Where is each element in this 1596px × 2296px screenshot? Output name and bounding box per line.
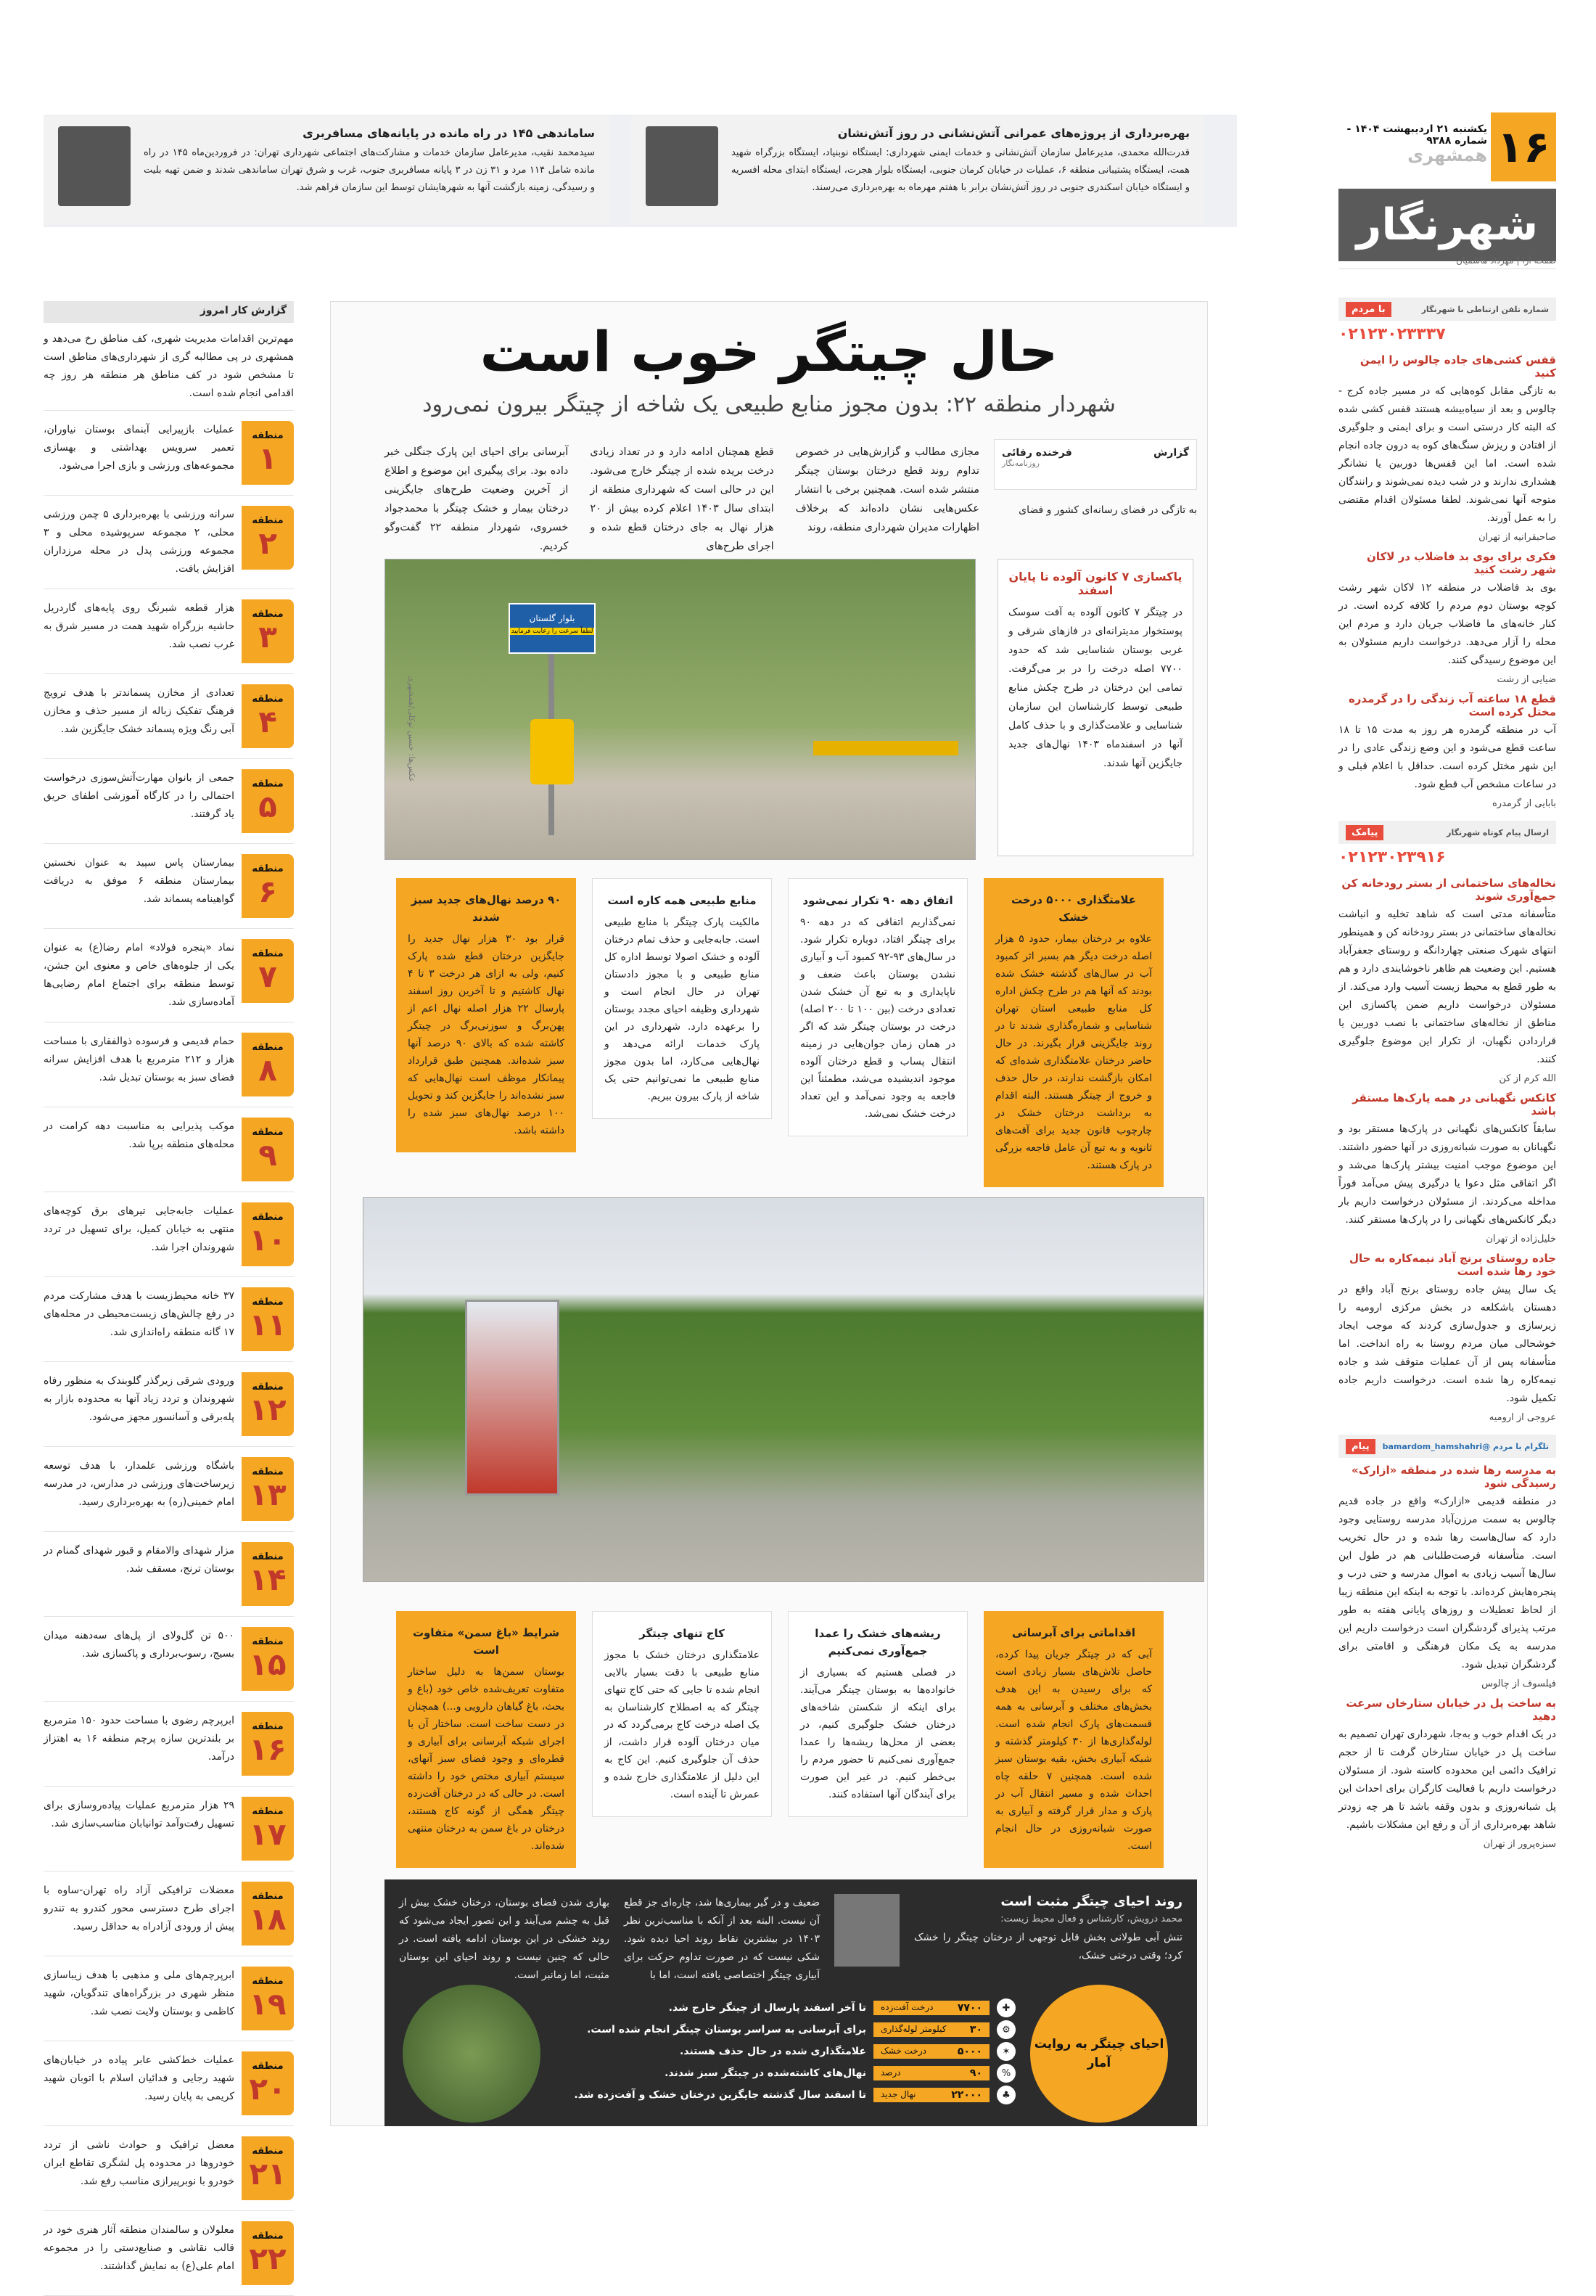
region-number: ۱۹ [249,1985,287,2022]
item-signature: بابایی از گرمدره [1492,798,1556,809]
region-number: ۷ [258,958,277,994]
avatar [834,1894,900,1967]
stat-number: ۵۰۰۰ [957,2046,982,2057]
stat-text: علامتگذاری شده در حال حذف هستند. [680,2046,866,2057]
region-item [44,1277,294,1362]
stat-unit: درخت آفت‌زده [881,2002,934,2012]
region-label: منطقه [252,1041,284,1053]
region-badge [242,1627,294,1691]
page-number: ۱۶ [1491,112,1556,181]
expert-quote-3: بهاری شدن فضای بوستان، درختان خشک بیش از قبل به چشم می‌آیند و این تصور ایجاد می‌شود که روند خشکی در این بوستان ادامه یافته است. در حالی که چنین نیست و روند احیای این بوستان مثبت، اما زمانبر است. [399,1897,609,1981]
tree-photo [403,1985,540,2123]
region-item [44,674,294,759]
phone-number[interactable]: ۰۲۱۲۳۰۲۳۳۳۷ [1338,325,1446,343]
item-signature: سبزه‌پرور از تهران [1483,1839,1556,1850]
region-label: منطقه [252,1890,284,1902]
logo-sub: همشهری [1407,145,1487,165]
region-badge [242,1967,294,2030]
region-text: ورودی شرقی زیرگذر گلوبندک به منظور رفاه شهروندان و تردد زیاد آنها به محدوده بازار به پله‌برقی و آسانسور مجهز می‌شود. [44,1375,234,1423]
region-number: ۱ [258,440,277,476]
region-label: منطقه [252,514,284,526]
date-line: یکشنبه ۲۱ اردیبهشت ۱۴۰۴ - شماره ۹۳۸۸ [1346,123,1487,147]
card-body: علاوه بر درختان بیمار، حدود ۵ هزار اصله درخت دیگر هم بسبر اثر کمبود آب در سال‌های گذشته خشک شده بودند که آنها هم در طرح چکش اداره کل منابع طبیعی استان تهران شناسایی و شماره‌گذاری شدند تا در روند جایگزینی قرار بگیرند. در حال حاضر درختان علامتگذاری شده‌ای که امکان بازگشت ندارند، در حال حذف و خروج از چیتگر هستند. البته اقدام به برداشت درختان خشک در چارچوب قانون جدید برای آفت‌های ثانویه و به تبع آن عامل فاجعه بزرگی در پارک هستند. [995,933,1152,1171]
item-body: در یک اقدام خوب و به‌جا، شهرداری تهران تصمیم به ساخت پل در خیابان ستارخان گرفت تا از حجم ترافیک دائمی این محدوده کاسته شود. از مسئولان درخواست داریم با فعالیت کارگران برای احداث این پل شبانه‌روزی و بدون وقفه باشد تا هر چه زودتر شاهد بهره‌برداری از آن و رفع این مشکلات باشیم. [1338,1729,1556,1831]
stat-value [873,2022,990,2037]
region-item [44,1787,294,1871]
card-body: قرار بود ۳۰ هزار نهال جدید را جایگزین درختان قطع شده پارک کنیم، ولی به ازای هر درخت ۳ تا ۴ نهال کاشتیم و تا آخرین روز اسفند پارسال ۲۲ هزار اصله نهال اعم از پهن‌برگ و سوزنی‌برگ در چیتگر کاشته شده که بالای ۹۰ درصد آنها سبز شده‌اند. همچنین طبق قرارداد پیمانکار موظف است نهال‌هایی که سبز نشده‌اند را جایگزین کند و تحویل ۱۰۰ درصد نهال‌های سبز شده را داشته باشد. [408,933,564,1136]
card-title: ۹۰ درصد نهال‌های جدید سبز شدند [411,893,562,924]
region-badge [242,1372,294,1436]
stat-row [537,2020,1016,2039]
author-role: روزنامه‌نگار [1002,459,1040,468]
region-item [44,411,294,496]
region-item [44,1532,294,1617]
list-item [1338,1091,1556,1245]
cards-row-1 [359,878,1201,1187]
avatar [646,126,718,206]
region-number: ۵ [258,788,277,824]
region-badge [242,421,294,485]
info-card [396,878,576,1152]
billboard [465,1300,559,1496]
box-caption: تلگرام با مردم [1493,1441,1549,1451]
region-text: هزار قطعه شبرنگ روی پایه‌های گاردریل حاشیه بزرگراه شهید همت در مسیر شرق به غرب نصب شد. [44,602,234,650]
item-title: فکری برای بوی بد فاضلاب در لاکان شهر رشت کنید [1367,550,1556,576]
region-number: ۴ [258,703,277,739]
region-badge [242,1797,294,1861]
expert-block [914,1894,1182,1965]
stat-text: تا آخر اسفند پارسال از چیتگر خارج شد. [668,2002,866,2014]
region-item [44,1956,294,2041]
byline-label: گزارش [1153,447,1189,459]
item-title: به ساخت پل در خیابان ستارخان سرعت دهید [1346,1697,1556,1723]
telegram-box-header [1338,1435,1556,1458]
item-title: قطع ۱۸ ساعته آب زندگی را در گرمدره مختل کرده است [1348,692,1556,718]
region-item [44,1022,294,1107]
top-card-title: بهره‌برداری از پروژه‌های عمرانی آتش‌نشانی در روز آتش‌نشان [837,126,1190,140]
logo: شهرنگار [1338,189,1556,261]
daily-report-header: گزارش کار امروز [44,301,294,323]
info-card [788,1611,968,1817]
region-item [44,1702,294,1787]
region-label: منطقه [252,2145,284,2157]
card-title: علامتگذاری ۵۰۰۰ درخت خشک [1011,893,1137,924]
regions-list [44,411,294,2296]
region-text: سرانه ورزشی با بهره‌برداری ۵ چمن ورزشی محلی، ۲ مجموعه سرپوشیده محلی و ۳ مجموعه ورزشی پدل در محله مرزداران افزایش یافت. [44,509,235,575]
region-text: حمام قدیمی و فرسوده ذوالفقاری با مساحت هزار و ۲۱۲ مترمربع با هدف افزایش سرانه فضای سبز به بوستان تبدیل شد. [44,1036,234,1083]
region-text: معلولان و سالمندان منطقه آثار هنری خود در قالب نقاشی و صنایع‌دستی را در مجموعه امام علی(ع) به نمایش گذاشتند. [44,2224,234,2272]
region-number: ۱۶ [249,1731,287,1767]
card-body: مالکیت پارک چیتگر با منابع طبیعی است. جابه‌جایی و حذف تمام درختان آلوده و خشک اصولا توسط اداره کل منابع طبیعی و با مجوز دادستان تهران در حال انجام است و شهرداری وظیفه احیای مجدد بوستان را برعهده دارد. شهرداری در این پارک خدمات ارائه می‌دهد و نهال‌هایی می‌کارد، اما بدون مجوز منابع طبیعی ما نمی‌توانیم حتی یک شاخه از پارک بیرون ببریم. [604,917,760,1102]
region-number: ۱۷ [249,1816,287,1852]
item-signature: صاحبقرانیه از تهران [1478,532,1556,543]
region-label: منطقه [252,1805,284,1817]
region-text: موکب پذیرایی به مناسبت دهه کرامت در محله‌های منطقه برپا شد. [44,1120,234,1150]
region-text: ابرپرچم رضوی با مساحت حدود ۱۵۰ مترمربع بر بلندترین سازه پرچم منطقه ۱۶ به اهتزاز درآمد. [44,1715,234,1763]
item-title: جاده روستای برنج آباد نیمه‌کاره به حال خود رها شده است [1349,1252,1556,1278]
region-text: باشگاه ورزشی علمدار، با هدف توسعه زیرساخت‌های ورزشی در مدارس، در مدرسه امام خمینی(ره) به بهره‌برداری رسید. [44,1460,234,1508]
region-badge [242,939,294,1003]
item-body: سابقاً کانکس‌های نگهبانی در پارک‌ها مستقر بود و نگهبانان به صورت شبانه‌روزی در آنها حضور داشتند. این موضوع موجب امنیت بیشتر پارک‌ها می‌شد و اگر اتفاقی مثل دعوا یا درگیری پیش می‌آمد فوراً مداخله می‌کردند. از مسئولان درخواست داریم بار دیگر کانکس‌های نگهبانی را در پارک‌ها مستقر کنند. [1338,1123,1556,1226]
item-title: نخاله‌های ساختمانی از بستر رودخانه کن جمع‌آوری شوند [1341,877,1556,903]
region-item [44,496,294,589]
region-number: ۹ [258,1136,277,1173]
region-number: ۲۱ [249,2155,287,2192]
traffic-barrier [530,719,574,784]
card-title: ریشه‌های خشک را عمدا جمع‌آوری نمی‌کنیم [815,1627,941,1657]
expert-title: روند احیای چیتگر مثبت است [1000,1894,1182,1909]
region-badge [242,1118,294,1181]
item-body: در منطقه قدیمی «ازارک» واقع در جاده قدیم چالوس به سمت مرزن‌آباد مدرسه روستایی وجود دارد که سال‌هاست رها شده و در حال تخریب است. متأسفانه فرصت‌طلبانی هم در طول این سال‌ها آسیب زیادی به اموال مدرسه و حتی درب و پنجره‌هایش کرده‌اند. با توجه به اینکه این منطقه زیبا از لحاظ تعطیلات و روزهای پایانی هفته به طور مرتب پذیرای گردشگران است درخواست داریم این مدرسه به یک مکان فرهنگی و اقامتی برای گردشگران تبدیل شود. [1338,1496,1556,1670]
region-badge [242,1542,294,1606]
item-body: آب در منطقه گرمدره هر روز به مدت ۱۵ تا ۱۸ ساعت قطع می‌شود و این وضع زندگی عادی را در این شهر مختل کرده است. حداقل با اعلام قبلی و در ساعات مشخص آب قطع شود. [1338,724,1556,790]
stat-text: تا اسفند سال گذشته جایگزین درختان خشک و آفت‌زده شد. [574,2089,866,2101]
road-sign-sub: لطفاً سرعت را رعایت فرمایید [511,628,593,635]
region-label: منطقه [252,2230,284,2242]
region-item [44,2041,294,2126]
stat-unit: نهال جدید [881,2089,916,2099]
item-title: به مدرسه رها شده در منطقه «ازارک» رسیدگی شود [1352,1464,1556,1490]
region-item [44,2126,294,2211]
info-card [592,878,772,1119]
region-text: عملیات بازپیرایی آبنمای بوستان نیاوران، تعمیر سرویس بهداشتی و بهسازی مجموعه‌های ورزشی و بازی اجرا می‌شود. [44,424,234,472]
region-number: ۱۰ [249,1221,287,1258]
stat-icon: ♣ [997,2086,1016,2104]
region-badge [242,1033,294,1096]
byline-box [994,439,1197,490]
region-badge [242,1457,294,1521]
item-signature: فیلسوف از چالوس [1481,1678,1556,1689]
item-title: کانکس نگهبانی در همه پارک‌ها مستقر باشد [1352,1091,1556,1118]
region-number: ۱۸ [249,1901,287,1937]
photo-chitgar-park [363,1197,1204,1582]
region-badge [242,599,294,663]
region-label: منطقه [252,693,284,705]
article-col-2: قطع همچنان ادامه دارد و در تعداد زیادی درخت بریده شده از چیتگر خارج می‌شود. این در حالی است که شهرداری منطقه از ابتدای سال ۱۴۰۳ اعلام کرده بیش از ۲۰ هزار نهال به جای درختان قطع شده و اجرای طرح‌های [590,446,774,552]
region-text: ۵۰۰ تن گل‌ولای از پل‌های سه‌دهنه میدان بسیج، رسوب‌برداری و پاکسازی شد. [44,1630,234,1660]
region-label: منطقه [252,1975,284,1987]
sms-box-header [1338,821,1556,844]
region-text: ۲۹ هزار مترمربع عملیات پیاده‌روسازی برای تسهیل رفت‌وآمد توانیابان مناسب‌سازی شد. [44,1800,234,1829]
region-item [44,1362,294,1447]
region-label: منطقه [252,948,284,959]
region-text: جمعی از بانوان مهارت‌آتش‌سوزی درخواست احتمالی را در کارگاه آموزشی اطفای حریق یاد گرفتند. [44,772,234,820]
region-number: ۳ [258,618,277,655]
stat-icon: % [997,2064,1016,2083]
region-badge [242,2136,294,2200]
article-col-3: آبرسانی برای احیای این پارک جنگلی خبر داده بود. برای پیگیری این موضوع و اطلاع از آخرین وضعیت طرح‌های جایگزینی درختان بیمار و خشک چیتگر با محمدجواد خسروی، شهردار منطقه ۲۲ گفت‌وگو کردیم. [384,446,569,552]
road-sign [509,603,596,654]
handle-text: @bamardom_hamshahri [1382,1441,1491,1451]
top-news-card-2[interactable] [631,116,1204,225]
item-signature: خلیل‌زاده از تهران [1486,1234,1556,1245]
stat-icon: ✚ [997,1998,1016,2017]
region-text: نماد «پنجره فولاد» امام رضا(ع) به عنوان یکی از جلوه‌های خاص و معنوی این جشن، توسط منطقه برای اجتماع امام رضایی‌ها آماده‌سازی شد. [44,942,234,1008]
article-intro-columns [384,443,979,556]
region-label: منطقه [252,1296,284,1308]
region-text: تعدادی از مخازن پسماندتر با هدف ترویج فرهنگ تفکیک زباله از مسیر حذف و مخازن آبی رنگ ویژه پسماند خشک جایگزین شد. [44,687,234,735]
guardrail [813,741,958,755]
region-item [44,1192,294,1277]
region-item [44,929,294,1022]
stat-value [873,2066,990,2080]
stat-unit: درخت خشک [881,2046,927,2056]
region-item [44,1447,294,1532]
card-title: منابع طبیعی همه کاره است [607,894,757,907]
item-signature: عروجی از ارومیه [1489,1412,1556,1423]
region-item [44,1617,294,1702]
article-title: حال چیتگر خوب است [480,319,1058,384]
stat-row [537,2086,1016,2104]
stats-panel [384,1879,1197,2126]
region-badge [242,854,294,918]
region-badge [242,1712,294,1776]
region-label: منطقه [252,1466,284,1477]
region-badge [242,1287,294,1351]
list-item [1338,550,1556,685]
region-number: ۱۵ [249,1646,287,1682]
item-body: یک سال پیش جاده روستای برنج آباد واقع در دهستان باشکلعه در بخش مرکزی ارومیه را زیرسازی و جدول‌سازی کردند که موجب ایجاد خوشحالی میان مردم روستا به راه انداخت. اما متأسفانه پس از آن عملیات متوقف شد و جاده نیمه‌کاره رها شده است. درخواست داریم جاده تکمیل شود. [1338,1284,1556,1404]
sidebar-body: در چیتگر ۷ کانون آلوده به آفت سوسک پوستخوار مدیترانه‌ای در فازهای شرقی و غربی بوستان شناسایی شد که حدود ۷۷۰۰ اصله درخت را در بر می‌گرفت. تمامی این درختان در طرح چکش منابع طبیعی توسط کارشناسان این سازمان شناسایی و علامت‌گذاری و با حذف کامل آنها در اسفندماه ۱۴۰۳ نهال‌های جدید جایگزین آنها شدند. [1008,607,1183,769]
stat-value [873,2088,990,2102]
region-item [44,589,294,674]
stat-row [537,2042,1016,2061]
region-text: عملیات خط‌کشی عابر پیاده در خیابان‌های شهید رجایی و فدائیان اسلام با اتوبان شهید کریمی به پایان رسید. [44,2054,234,2102]
item-body: متأسفانه مدتی است که شاهد تخلیه و انباشت نخاله‌های ساختمانی در بستر رودخانه کن و همینطور انتهای شهرک صنعتی چهاردانگه و روستای جعفرآباد هستیم. این وضعیت هم ظاهر ناخوشایندی دارد و هم به طور قطع به محیط زیست آسیب وارد می‌کند. از مسئولان درخواست داریم ضمن پاکسازی این مناطق از نخاله‌های ساختمانی با نصب دوربین یا قراردادن نگهبان، از تکرار این موضوع جلوگیری کنند. [1338,909,1556,1065]
stats-list [537,1996,1016,2107]
region-badge [242,1202,294,1266]
region-text: عملیات جابه‌جایی تیرهای برق کوچه‌های منتهی به خیابان کمیل، برای تسهیل در تردد شهروندان اجرا شد. [44,1205,234,1253]
list-item [1338,877,1556,1084]
info-card [592,1611,772,1817]
region-label: منطقه [252,778,284,790]
region-number: ۱۳ [249,1476,287,1512]
stat-icon: ✶ [997,2042,1016,2061]
top-news-card-1[interactable] [44,116,609,225]
card-title: شرایط «باغ سمن» متفاوت است [412,1626,560,1657]
stat-number: ۳۰ [969,2024,982,2035]
daily-report-intro: مهم‌ترین اقدامات مدیریت شهری، کف مناطق رخ می‌دهد و همشهری در پی مطالبه گری از شهرداری‌های مناطق است تا مشخص شود در کف مناطق هر منطقه هر روز چه اقدامی انجام شده است. [44,323,294,411]
stat-row [537,1998,1016,2017]
box-caption: شماره تلفن ارتباطی با شهرنگار [1421,304,1549,314]
region-item [44,844,294,929]
region-label: منطقه [252,430,284,441]
stat-icon: ⚙ [997,2020,1016,2039]
region-label: منطقه [252,2060,284,2072]
region-badge [242,769,294,833]
top-card-body: قدرت‌الله محمدی، مدیرعامل سازمان آتش‌نشانی و خدمات ایمنی شهرداری: ایستگاه نوبنیاد، ایستگاه بزرگراه شهید همت، ایستگاه پشتیبانی منطقه ۶، عملیات در خیابان کرمان جنوبی، ایستگاه بلوار هجرت، ایستگاه ابتدای محله افسریه و ایستگاه خیابان اسکندری جنوبی در روز آتش‌نشان برابر با هفتم مهرماه به بهره‌برداری می‌رسند. [731,147,1190,193]
region-badge [242,506,294,570]
region-item [44,2211,294,2296]
info-card [984,1611,1164,1868]
phone-number[interactable]: ۰۲۱۲۳۰۲۳۹۱۶ [1338,848,1446,866]
stat-unit: کیلومتر لوله‌گذاری [881,2024,947,2034]
region-number: ۱۲ [249,1391,287,1427]
photo-credit: عکس‌ها: حسین توکلی/همشهری [407,676,416,783]
card-body: نمی‌گذاریم اتفاقی که در دهه ۹۰ برای چیتگر افتاد، دوباره تکرار شود. در سال‌های ۹۳-۹۲ کمبود آب و آبیاری نشدن بوستان باعث ضعف و ناپایداری و به تبع آن خشک شدن تعدادی درخت (بین ۱۰۰ تا ۲۰۰ اصله) درخت در بوستان چیتگر شد که اگر در همان زمان جوان‌هایی در زمینه انتقال پساب و قطع درختان آلوده موجود اندیشیده می‌شد، مطمئناً این فاجعه به وجود نمی‌آمد و این تعداد درخت خشک نمی‌شد. [800,917,955,1120]
region-text: بیمارستان پاس سپید به عنوان نخستین بیمارستان منطقه ۶ موفق به دریافت گواهینامه پسماند شد. [44,857,234,905]
card-title: اقداماتی برای آبرسانی [1011,1626,1136,1639]
box-tag: با مردم [1346,302,1391,317]
region-item [44,1871,294,1956]
box-caption: ارسال پیام کوتاه شهرنگار [1447,827,1549,837]
info-card [396,1611,576,1868]
top-card-body: سیدمحمد نقیب، مدیرعامل سازمان خدمات و مشارکت‌های اجتماعی شهرداری تهران: در فروردین‌ماه ۱۴۵ در راه مانده شامل ۱۱۴ مرد و ۳۱ زن در ۳ پایانه مسافربری جنوب، غرب و شرق تهران ساماندهی شدند و ضمن تهیه بلیت و رسیدگی، زمینه بازگشت آنها به شهرهایشان توسط این سازمان فراهم شد. [144,147,595,193]
item-signature: الله کرم از کن [1499,1073,1556,1084]
avatar [58,126,131,206]
stat-row [537,2064,1016,2083]
stat-value [873,2001,990,2015]
expert-quote-2: ضعیف و در گیر بیماری‌ها شد، چاره‌ای جز قطع آن نیست. البته بعد از آنکه با مناسب‌ترین نظر ۱۴۰۳ در بیشترین نقاط روند احیا دیده شود. شکی نیست که در صورت تداوم حرکت برای آبیاری چیتگر اختصاصی یافته است، اما با [624,1897,820,1981]
article-lead: به تازگی در فضای رسانه‌ای کشور و فضای [1019,504,1197,516]
region-badge [242,2221,294,2285]
stat-number: ۷۷۰۰ [957,2002,982,2014]
region-number: ۶ [258,873,277,909]
info-card [984,878,1164,1187]
region-number: ۲ [258,525,277,561]
photo-park-road [384,559,976,860]
region-label: منطقه [252,1381,284,1393]
card-title: کاج تنهای چیتگر [639,1627,725,1640]
region-number: ۲۲ [249,2240,287,2276]
daily-report-column [44,301,294,2296]
stat-text: نهال‌های کاشته‌شده در چیتگر سبز شدند. [665,2067,866,2079]
card-body: در فصلی هستیم که بسیاری از خانواده‌ها به بوستان چیتگر می‌آیند. برای اینکه از شکستن شاخه‌های درختان خشک جلوگیری کنیم، در بعضی از محل‌ها ریشه‌ها را عمدا جمع‌آوری نمی‌کنیم تا حضور مردم را بی‌خطر کنیم. در غیر این صورت برای آیندگان آنها استفاده کنند. [800,1667,955,1800]
list-item [1338,353,1556,543]
region-text: ابرپرچم‌های ملی و مذهبی با هدف زیباسازی منظر شهری در بزرگراه‌های تندگویان، شهید کاظمی و بوستان ولایت نصب شد. [44,1969,234,2017]
region-label: منطقه [252,1721,284,1732]
sidebar-title: پاکسازی ۷ کانون آلوده تا پایان اسفند [1008,570,1182,597]
region-label: منطقه [252,1126,284,1138]
info-card [788,878,968,1136]
region-text: معضلات ترافیکی آزاد راه تهران-ساوه با اجرای طرح دسترسی محور کندرو به تندرو پیش از ورودی آزادراه به حداقل رسید. [44,1885,234,1932]
stat-value [873,2044,990,2059]
road-sign-text: بلوار گلستان [529,613,575,623]
article-subtitle: شهردار منطقه ۲۲: بدون مجوز منابع طبیعی یک شاخه از چیتگر بیرون نمی‌رود [422,392,1116,417]
stat-unit: درصد [881,2067,901,2078]
region-label: منطقه [252,1551,284,1562]
readers-box-header [1338,298,1556,321]
region-number: ۱۱ [249,1306,287,1342]
region-label: منطقه [252,608,284,620]
section-credit: صفحه آرا | مهرداد هاشمیان [1338,255,1556,269]
region-badge [242,2051,294,2115]
list-item [1338,1464,1556,1689]
card-body: بوستان سمن‌ها به دلیل ساختار متفاوت تعریف‌شده خاص خود (باغ و بحث، باغ گیاهان دارویی و...) همچنان در دست ساخت است. ساختار آن با اجرای شبکه آبرسانی برای آبیاری و قطره‌ای و وجود فضای سبز آنهای، سیستم آبیاری مختص خود را داشته است. در حالی که در درختان آفت‌زده چیتگر همگی از گونه کاج هستند، درختان در باغ سمن به درختان منتهی شده‌اند. [408,1666,564,1852]
region-number: ۲۰ [249,2070,287,2107]
author-name: فرخنده رفائی [1002,447,1072,459]
stat-number: ۹۰ [969,2067,982,2079]
article-col-1: مجازی مطالب و گزارش‌هایی در خصوص تداوم روند قطع درختان بوستان چیتگر منتشر شده است. همچنین برخی با انتشار عکس‌هایی نشان داده‌اند که برخلاف اظهارات مدیران شهرداری منطقه، روند [795,446,979,533]
card-body: علامتگذاری درختان خشک با مجوز منابع طبیعی با دقت بسیار بالایی انجام شده تا جایی که حتی کاج تنهای چیتگر که به اصطلاح کارشناسان به یک اصله درخت کاج برمی‌گردد که در میان درختان آلوده قرار داشت، از حذف آن جلوگیری کنیم. این کاج به این دلیل از علامتگذاری خارج شده و عمرش تا آینده است. [604,1649,760,1800]
region-text: ۳۷ خانه محیط‌زیست با هدف مشارکت مردم در رفع چالش‌های زیست‌محیطی در محله‌های ۱۷ گانه منطقه راه‌اندازی شد. [44,1290,234,1338]
sidebar-box [998,559,1193,856]
region-text: مزار شهدای والامقام و قبور شهدای گمنام در بوستان ترنج، مسقف شد. [44,1545,234,1575]
cards-row-2 [359,1611,1201,1868]
region-badge [242,1882,294,1946]
list-item [1338,692,1556,809]
region-text: معضل ترافیک و حوادث ناشی از تردد خودروها در محدوده پل لشگری تقاطع ایران خودرو با نوبرپیرازی مناسب رفع شد. [44,2139,234,2187]
region-label: منطقه [252,863,284,874]
region-number: ۸ [258,1051,277,1088]
region-label: منطقه [252,1211,284,1223]
card-title: اتفاق دهه ۹۰ تکرار نمی‌شود [802,894,953,907]
region-number: ۱۴ [249,1561,287,1597]
box-tag: پیامک [1346,825,1383,840]
item-signature: ضیایی از رشت [1497,674,1556,685]
telegram-handle[interactable] [1383,1442,1549,1451]
box-tag: پیام [1346,1439,1375,1454]
stats-circle: احیای چیتگر به روایت آمار [1030,1985,1168,2123]
expert-quote-1: تنش آبی طولانی بخش قابل توجهی از درختان چیتگر را خشک کرد؛ وقتی درختی خشک، [914,1932,1182,1961]
list-item [1338,1252,1556,1423]
item-title: قفس کشی‌های جاده چالوس را ایمن کنید [1360,353,1556,380]
list-item [1338,1697,1556,1850]
card-body: آبی که در چیتگر جریان پیدا کرده، حاصل تلاش‌های بسیار زیادی است که برای رسیدن به این هدف بخش‌های مختلف و آبرسانی به همه قسمت‌های پارک انجام شده است. لوله‌گذاری‌ها از ۳۰ کیلومتر گذشته و شبکه آبیاری بخش، بقیه بوستان سبز شده است. همچنین ۷ حلقه چاه احداث شده و مسیر انتقال آب در پارک و مدار قرار گرفته و آبیاری به صورت شبانه‌روزی در حال انجام است. [995,1649,1153,1852]
region-item [44,759,294,844]
stat-text: برای آبرسانی به سراسر بوستان چیتگر انجام شده است. [587,2024,866,2035]
region-label: منطقه [252,1636,284,1647]
region-item [44,1107,294,1192]
expert-name: محمد درویش، کارشناس و فعال محیط زیست: [1000,1914,1182,1924]
top-card-title: ساماندهی ۱۴۵ در راه مانده در پایانه‌های مسافربری [303,126,595,140]
readers-column [1338,298,1556,1857]
item-body: به تازگی مقابل کوه‌هایی که در مسیر جاده کرج - چالوس و بعد از سیاه‌بیشه هستند قفس کشی شده که البته کار درستی است و برای ایمنی و جلوگیری از افتادن و ریزش سنگ‌های کوه به درون جاده انجام شده است. اما این قفس‌ها دوربین یا نشانگر هشداری ندارند و در شب دیده نمی‌شوند و رانندگان متوجه آنها نمی‌شوند. لطفا مسئولان اقدام مقتضی را به عمل آورند. [1338,385,1556,524]
item-body: بوی بد فاضلاب در منطقه ۱۲ لاکان شهر رشت کوچه بوستان دوم مردم را کلافه کرده است. در کنار خانه‌های ما فاضلاب جریان دارد و مردم این محله را آزار می‌دهد. درخواست داریم مسئولان به این موضوع رسیدگی کنند. [1338,582,1556,666]
region-badge [242,684,294,748]
stat-number: ۲۲۰۰۰ [951,2089,982,2101]
